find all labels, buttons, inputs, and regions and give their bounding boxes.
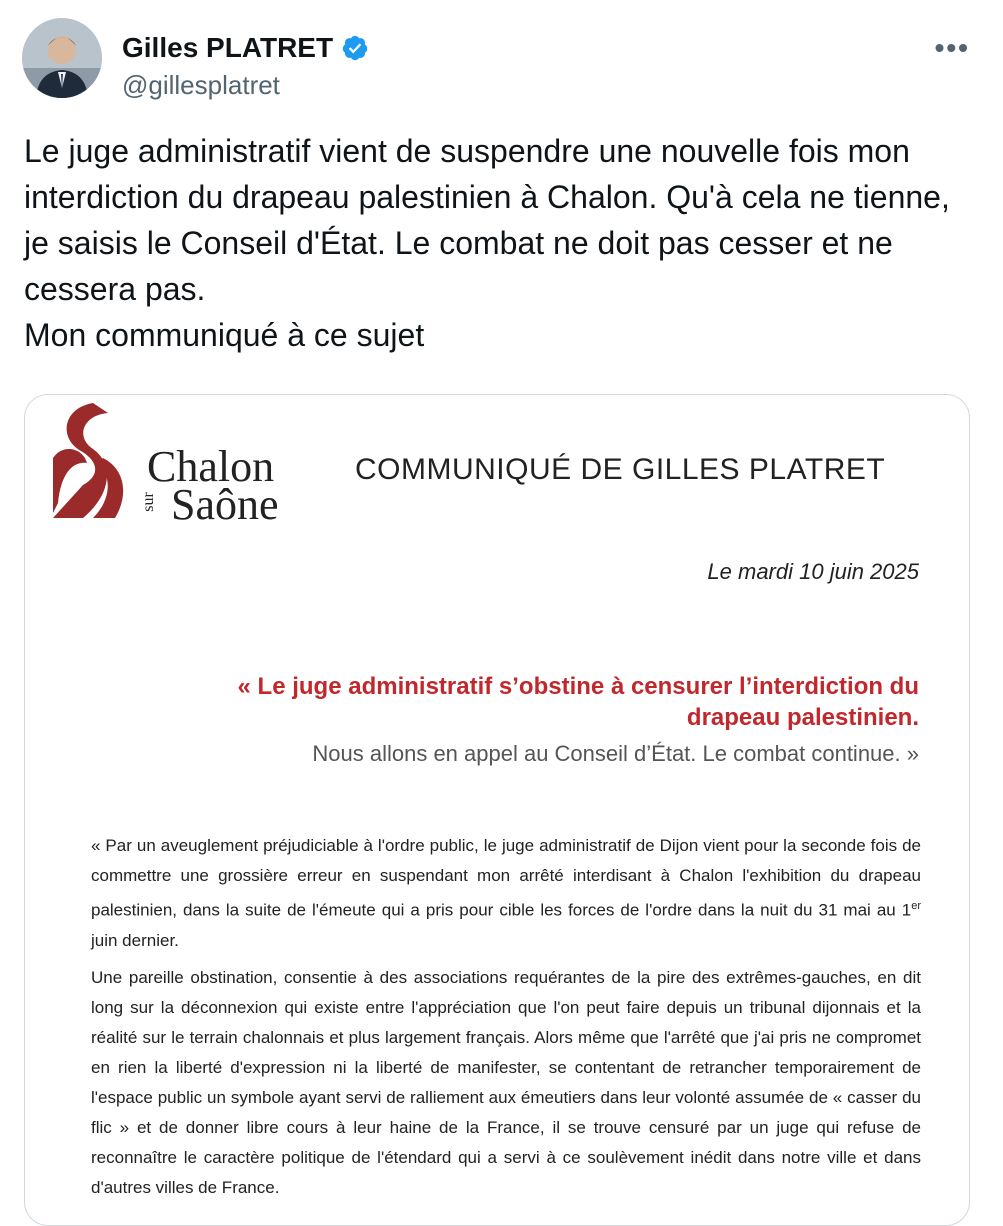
tweet-line: Mon communiqué à ce sujet	[24, 317, 425, 353]
more-options-icon[interactable]: •••	[934, 32, 970, 63]
chalon-logo-mark-icon	[53, 403, 133, 518]
logo-text-chalon: Chalon	[147, 442, 275, 491]
paragraph-text: juin dernier.	[91, 930, 179, 950]
superscript: er	[911, 900, 921, 912]
document-paragraph	[91, 831, 921, 956]
paragraph-text: « Par un aveuglement préjudiciable à l'ordre public, le juge administratif de Dijon vient pour la seconde fois de commettre une grossière erreur en suspendant mon arrêté interdisant à Chalon l'exhibition du drapeau palestinien, dans la suite de l'émeute qui a pris pour cible les forces de l'ordre dans la nuit du 31 mai au 1	[91, 836, 921, 920]
headline-quote: « Le juge administratif s’obstine à censurer l’interdiction du drapeau palestinien.	[237, 673, 919, 731]
attached-image[interactable]	[24, 394, 970, 1226]
press-release-document	[25, 395, 969, 1225]
author-handle[interactable]: @gillesplatret	[122, 70, 280, 100]
tweet-header	[22, 18, 982, 102]
author-name[interactable]: Gilles PLATRET	[122, 32, 334, 63]
logo-text-saone: Saône	[171, 480, 279, 529]
document-date: Le mardi 10 juin 2025	[707, 559, 919, 584]
document-title: COMMUNIQUÉ DE GILLES PLATRET	[355, 453, 886, 486]
verified-badge-icon	[341, 34, 369, 62]
tweet-line: Le juge administratif vient de suspendre une nouvelle fois mon interdiction du drapeau palestinien à Chalon. Qu'à cela ne tienne, je saisis le Conseil d'État. Le combat ne doit pas cesser et ne cessera pas.	[24, 133, 950, 307]
subheadline-quote: Nous allons en appel au Conseil d’État. Le combat continue. »	[312, 741, 919, 766]
logo-text-sur: sur	[139, 492, 157, 512]
tweet-text	[24, 128, 974, 358]
document-paragraph: Une pareille obstination, consentie à des associations requérantes de la pire des extrêmes-gauches, en dit long sur la déconnexion qui existe entre l'appréciation que l'on peut faire depuis un tribunal dijonnais et la réalité sur le terrain chalonnais et plus largement français. Alors même que l'arrêté que j'ai pris ne compromet en rien la liberté d'expression ni la liberté de manifester, se contentant de retrancher temporairement de l'espace public un symbole ayant servi de ralliement aux émeutiers dans leur volonté assumée de « casser du flic » et de donner libre cours à leur haine de la France, il se trouve censuré par un juge qui refuse de reconnaître le caractère politique de l'étendard qui a servi à ce soulèvement inédit dans notre ville et dans d'autres villes de France.	[91, 968, 921, 1197]
chalon-logo	[53, 403, 293, 533]
avatar[interactable]	[22, 18, 102, 98]
